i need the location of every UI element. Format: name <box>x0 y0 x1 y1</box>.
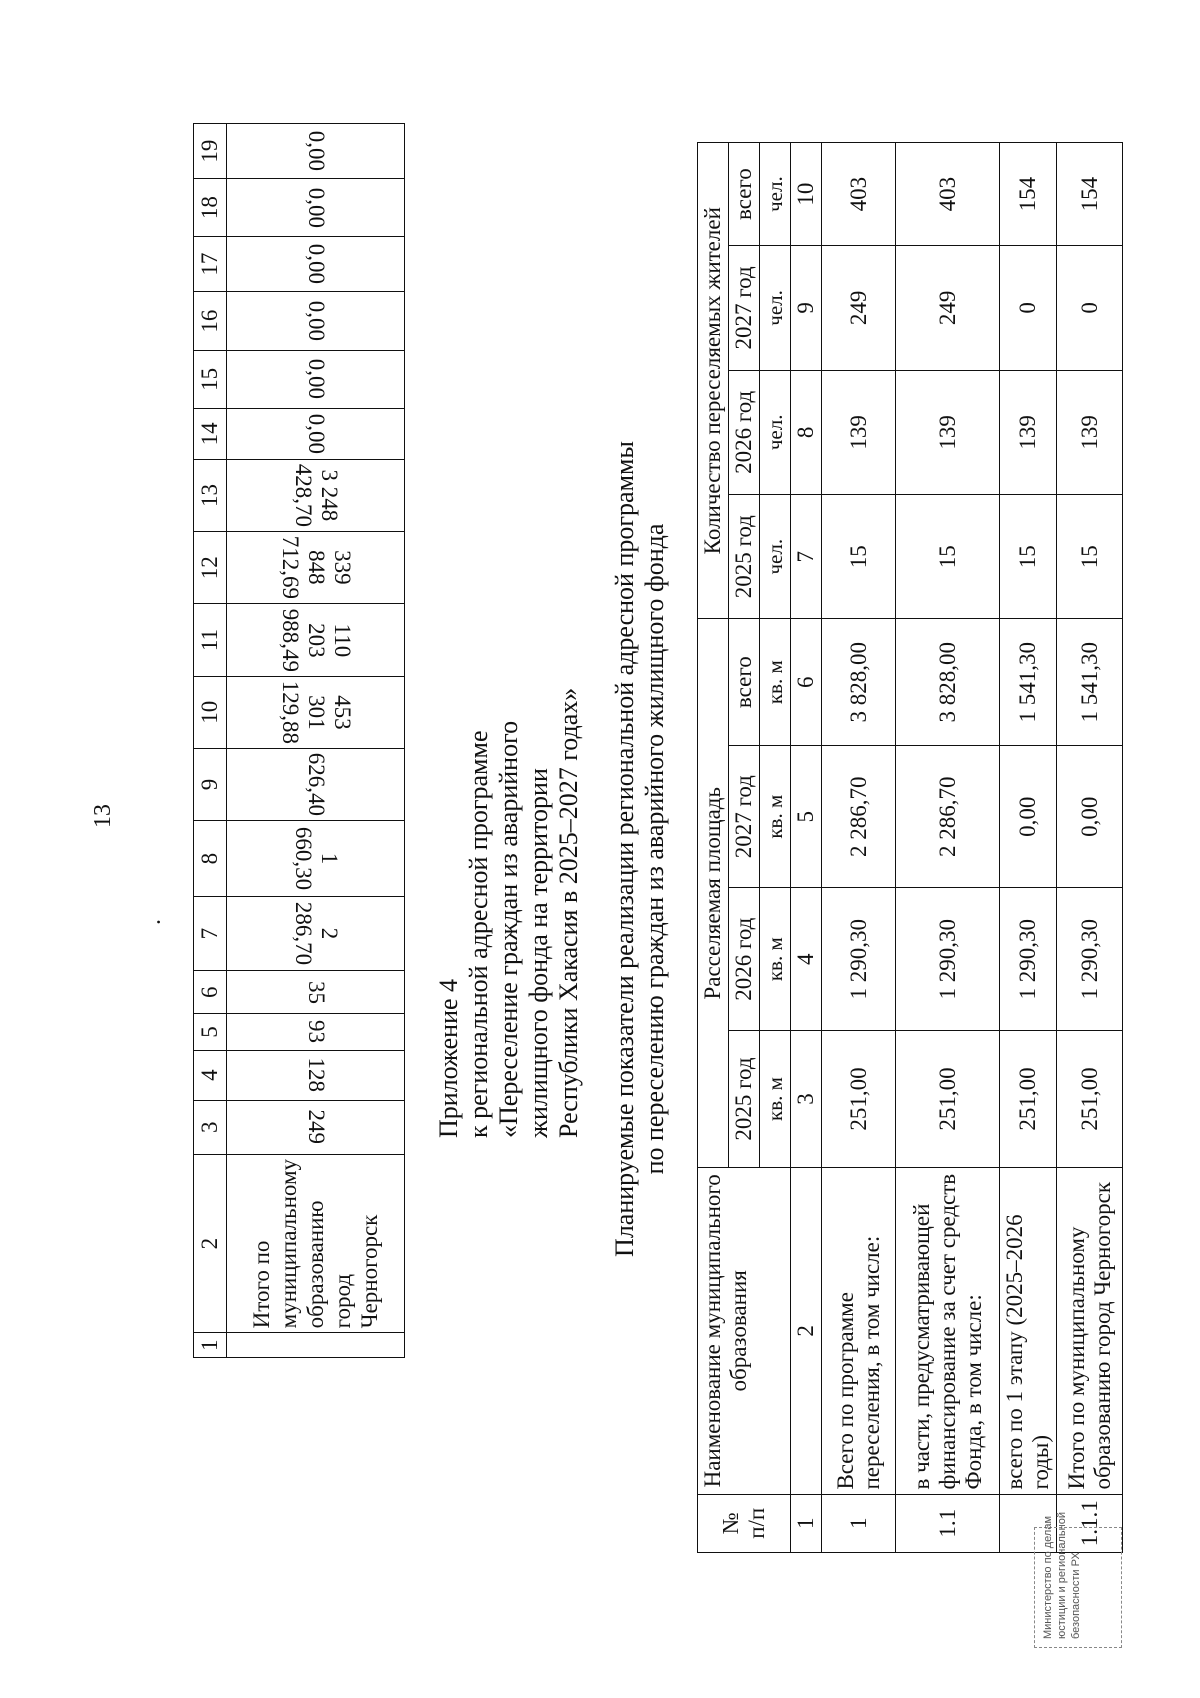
header-unit: чел. <box>760 143 791 246</box>
header-unit: кв. м <box>760 888 791 1030</box>
table-cell: 1 541,30 <box>1000 619 1057 746</box>
column-number: 2 <box>194 1154 227 1332</box>
continued-table-total-row <box>227 124 405 1358</box>
table-cell: 626,40 <box>227 748 405 820</box>
title-line: по переселению граждан из аварийного жилищного фонда <box>640 523 669 1175</box>
column-number: 18 <box>194 179 227 237</box>
header-year: всего <box>729 143 760 246</box>
column-number: 9 <box>194 748 227 820</box>
continued-table <box>193 123 405 1358</box>
column-number: 3 <box>791 1030 822 1167</box>
row-number: 1.1 <box>896 1494 1000 1552</box>
table-row <box>1057 143 1123 1553</box>
row-name: всего по 1 этапу (2025–2026 годы) <box>1000 1168 1057 1494</box>
table-cell: 139 <box>896 370 1000 494</box>
table-cell: 3 828,00 <box>822 619 896 746</box>
column-number: 1 <box>194 1333 227 1358</box>
table-cell: 110 203 988,49 <box>227 604 405 676</box>
table-cell: 15 <box>822 495 896 619</box>
header-row-column-numbers <box>791 143 822 1553</box>
appendix-line: к региональной адресной программе <box>464 730 493 1138</box>
table-cell: 3 828,00 <box>896 619 1000 746</box>
row-number: 1 <box>822 1494 896 1552</box>
column-number: 4 <box>194 1050 227 1100</box>
column-number: 7 <box>194 897 227 971</box>
table-cell: 1 290,30 <box>896 888 1000 1030</box>
table-cell: 1 660,30 <box>227 821 405 897</box>
stamp-line: безопасности РХ <box>1070 1552 1082 1639</box>
table-row <box>822 143 896 1553</box>
appendix-heading <box>434 688 584 1138</box>
column-number: 7 <box>791 495 822 619</box>
header-unit: чел. <box>760 246 791 370</box>
continued-table-column-numbers <box>194 124 227 1358</box>
table-cell: 93 <box>227 1014 405 1050</box>
column-number: 5 <box>194 1014 227 1050</box>
table-cell: 139 <box>822 370 896 494</box>
column-number: 4 <box>791 888 822 1030</box>
header-name: Наименование муниципального образования <box>698 1168 791 1494</box>
stamp-line: юстиции и региональной <box>1056 1512 1068 1639</box>
table-cell: 0,00 <box>227 292 405 351</box>
header-unit: чел. <box>760 495 791 619</box>
page-number: 13 <box>90 804 116 828</box>
column-number: 9 <box>791 246 822 370</box>
table-cell: 339 848 712,69 <box>227 532 405 604</box>
table-cell: 15 <box>1000 495 1057 619</box>
table-cell: 1 541,30 <box>1057 619 1123 746</box>
column-number: 6 <box>194 971 227 1014</box>
header-year: 2025 год <box>729 495 760 619</box>
row-name: Всего по программе переселения, в том числе: <box>822 1168 896 1494</box>
row-label: Итого по муниципальному образованию город Черногорск <box>227 1154 405 1332</box>
header-year: 2027 год <box>729 745 760 887</box>
header-unit: кв. м <box>760 1030 791 1167</box>
table-cell: 251,00 <box>1057 1030 1123 1167</box>
header-unit: кв. м <box>760 745 791 887</box>
column-number: 10 <box>791 143 822 246</box>
column-number: 8 <box>791 370 822 494</box>
table-cell: 0,00 <box>227 350 405 408</box>
column-number: 11 <box>194 604 227 676</box>
appendix-line: Приложение 4 <box>434 978 463 1138</box>
column-number: 3 <box>194 1100 227 1154</box>
table-cell: 0,00 <box>227 179 405 237</box>
table-cell: 0 <box>1057 246 1123 370</box>
column-number: 2 <box>791 1168 822 1494</box>
header-row-groups <box>698 143 729 1553</box>
column-number: 13 <box>194 459 227 531</box>
title-line: Планируемые показатели реализации региональной адресной программы <box>610 441 639 1257</box>
column-number: 6 <box>791 619 822 746</box>
header-unit: чел. <box>760 370 791 494</box>
header-year: 2026 год <box>729 370 760 494</box>
column-number: 19 <box>194 124 227 179</box>
table-cell: 0,00 <box>227 237 405 292</box>
column-number: 17 <box>194 237 227 292</box>
header-year: всего <box>729 619 760 746</box>
table-row <box>1000 143 1057 1553</box>
table-cell: 251,00 <box>822 1030 896 1167</box>
row-number: 1.1.1 <box>1057 1494 1123 1552</box>
table-cell: 453 301 129,88 <box>227 676 405 748</box>
table-cell: 35 <box>227 971 405 1014</box>
table-cell: 0,00 <box>1000 745 1057 887</box>
table-cell: 1 290,30 <box>1000 888 1057 1030</box>
appendix-line: «Переселение граждан из аварийного <box>494 720 523 1138</box>
header-year: 2026 год <box>729 888 760 1030</box>
appendix-line: жилищного фонда на территории <box>524 768 553 1138</box>
table-cell: 403 <box>822 143 896 246</box>
table-cell: 0,00 <box>227 124 405 179</box>
table-cell: 2 286,70 <box>227 897 405 971</box>
table-cell: 0,00 <box>1057 745 1123 887</box>
column-number: 8 <box>194 821 227 897</box>
table-cell: 249 <box>896 246 1000 370</box>
table-row <box>896 143 1000 1553</box>
header-year: 2025 год <box>729 1030 760 1167</box>
table-cell: 3 248 428,70 <box>227 459 405 531</box>
document-title <box>610 0 670 1698</box>
column-number: 12 <box>194 532 227 604</box>
column-number: 14 <box>194 408 227 459</box>
column-number: 1 <box>791 1494 822 1552</box>
table-cell: 154 <box>1057 143 1123 246</box>
table-cell: 139 <box>1000 370 1057 494</box>
dot-mark: . <box>140 919 166 925</box>
table-cell: 2 286,70 <box>896 745 1000 887</box>
column-number: 5 <box>791 745 822 887</box>
table-cell: 251,00 <box>896 1030 1000 1167</box>
table-cell: 128 <box>227 1050 405 1100</box>
table-cell: 1 290,30 <box>822 888 896 1030</box>
appendix-line: Республики Хакасия в 2025–2027 годах» <box>554 687 583 1138</box>
table-cell: 2 286,70 <box>822 745 896 887</box>
header-year: 2027 год <box>729 246 760 370</box>
row-number-cell <box>227 1333 405 1358</box>
row-name: в части, предусматривающей финансирование за счет средств Фонда, в том числе: <box>896 1168 1000 1494</box>
stamp-line: Министерство по делам <box>1042 1515 1054 1639</box>
column-number: 10 <box>194 676 227 748</box>
row-name: Итого по муниципальному образованию город Черногорск <box>1057 1168 1123 1494</box>
table-cell: 15 <box>896 495 1000 619</box>
header-unit: кв. м <box>760 619 791 746</box>
indicators-table <box>697 142 1123 1553</box>
table-cell: 154 <box>1000 143 1057 246</box>
table-cell: 0 <box>1000 246 1057 370</box>
table-cell: 15 <box>1057 495 1123 619</box>
header-area-group: Расселяемая площадь <box>698 619 729 1168</box>
table-cell: 403 <box>896 143 1000 246</box>
column-number: 16 <box>194 292 227 351</box>
column-number: 15 <box>194 350 227 408</box>
table-cell: 139 <box>1057 370 1123 494</box>
table-cell: 0,00 <box>227 408 405 459</box>
header-residents-group: Количество переселяемых жителей <box>698 143 729 619</box>
table-cell: 251,00 <box>1000 1030 1057 1167</box>
table-cell: 249 <box>227 1100 405 1154</box>
table-cell: 1 290,30 <box>1057 888 1123 1030</box>
table-cell: 249 <box>822 246 896 370</box>
header-num: № п/п <box>698 1494 791 1552</box>
